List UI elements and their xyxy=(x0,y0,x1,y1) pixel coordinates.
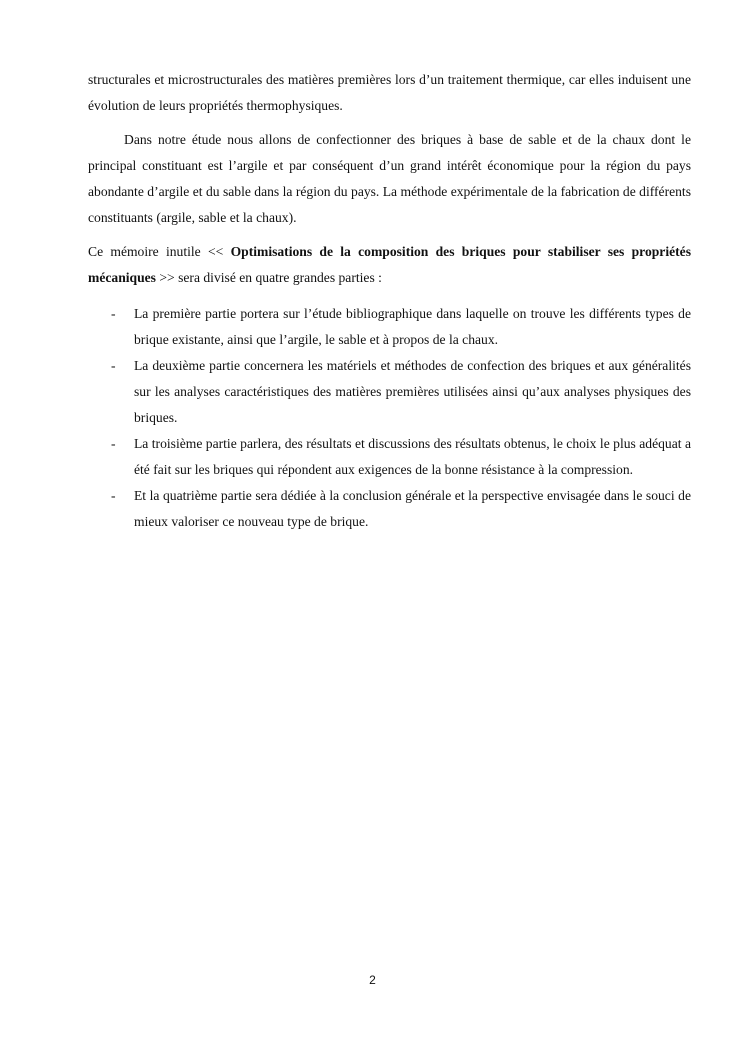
list-item-text: La troisième partie parlera, des résultats et discussions des résultats obtenus, le choix le plus adéquat a été fait sur les briques qui répondent aux exigences de la bonne résistance à la compression. xyxy=(134,436,691,477)
dash-bullet-icon: - xyxy=(111,436,116,451)
paragraph-study-description: Dans notre étude nous allons de confectionner des briques à base de sable et de la chaux dont le principal constituant est l’argile et par conséquent d’un grand intérêt économique pour la région du pays abondante d’argile et du sable dans la région du pays. La méthode expérimentale de la fabrication de différents constituants (argile, sable et la chaux). xyxy=(88,132,691,225)
list-item xyxy=(88,353,691,431)
outline-prefix: Ce mémoire inutile << xyxy=(88,244,231,259)
list-item xyxy=(88,301,691,353)
list-item xyxy=(88,431,691,483)
list-item-text: Et la quatrième partie sera dédiée à la conclusion générale et la perspective envisagée dans le souci de mieux valoriser ce nouveau type de brique. xyxy=(134,488,691,529)
list-item-text: La deuxième partie concernera les matériels et méthodes de confection des briques et aux généralités sur les analyses caractéristiques des matières premières utilisées ainsi qu’aux analyses physiques des briques. xyxy=(134,358,691,425)
dash-bullet-icon: - xyxy=(111,358,116,373)
list-item xyxy=(88,483,691,535)
list-item-text: La première partie portera sur l’étude bibliographique dans laquelle on trouve les différents types de brique existante, ainsi que l’argile, le sable et à propos de la chaux. xyxy=(134,306,691,347)
thesis-title: Optimisations de la composition des briques pour stabiliser ses propriétés mécaniques xyxy=(88,244,691,285)
dash-bullet-icon: - xyxy=(111,306,116,321)
paragraph-thesis-outline xyxy=(88,239,691,291)
parts-list xyxy=(88,301,691,535)
page-number: 2 xyxy=(369,973,376,987)
document-body xyxy=(88,67,691,535)
outline-suffix: >> sera divisé en quatre grandes parties : xyxy=(155,270,382,285)
dash-bullet-icon: - xyxy=(111,488,116,503)
paragraph-continuation: structurales et microstructurales des matières premières lors d’un traitement thermique, car elles induisent une évolution de leurs propriétés thermophysiques. xyxy=(88,72,691,113)
